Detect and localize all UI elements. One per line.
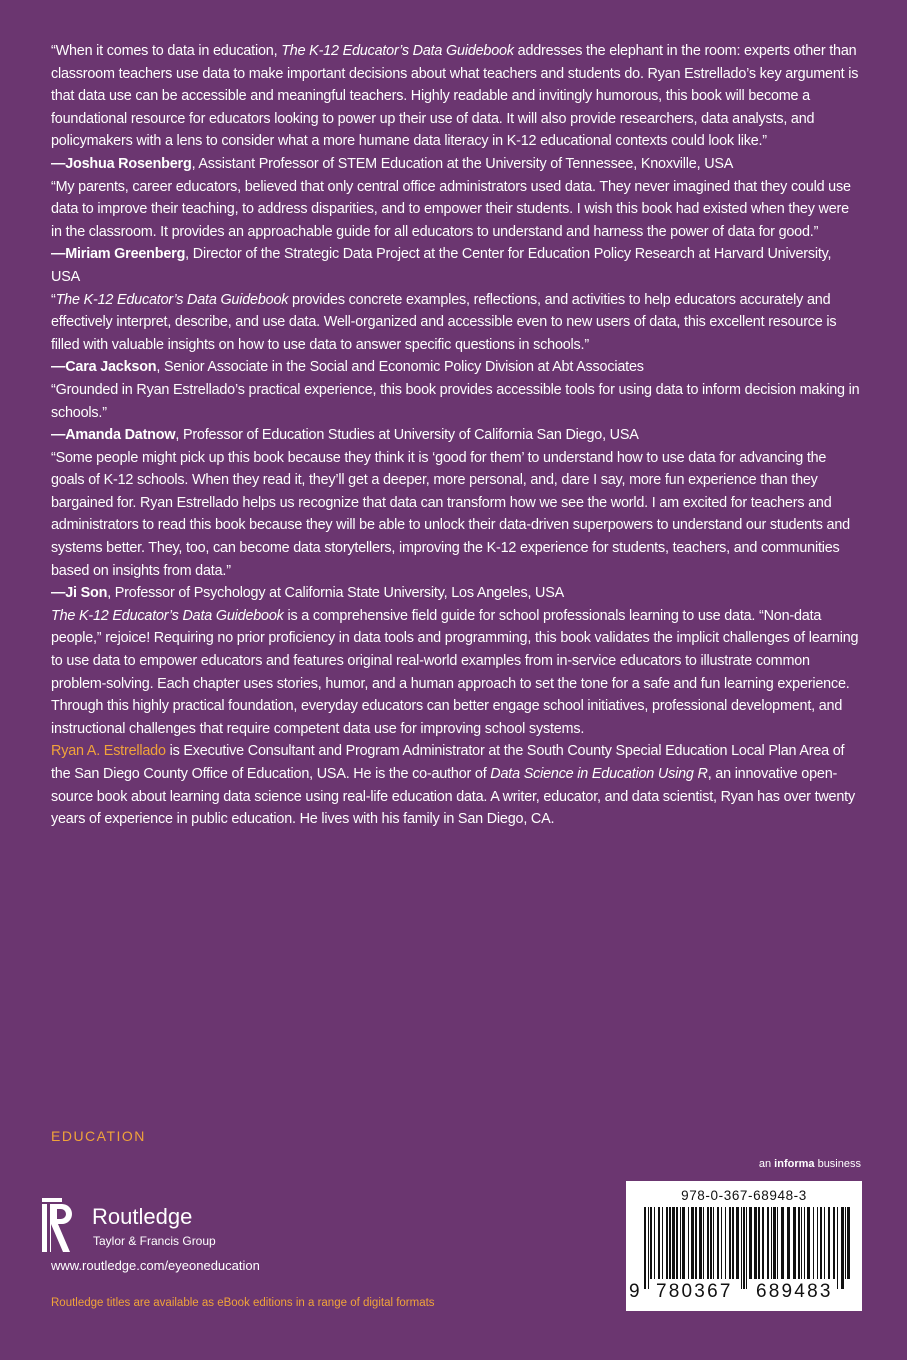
publisher-logo bbox=[40, 1196, 300, 1254]
barcode-bar bbox=[777, 1207, 778, 1279]
barcode-bar bbox=[654, 1207, 655, 1279]
author-name: Ryan A. Estrellado bbox=[51, 743, 166, 760]
endorser-name: Cara Jackson bbox=[65, 359, 157, 376]
barcode-bar bbox=[801, 1207, 802, 1279]
barcode-bar bbox=[732, 1207, 734, 1279]
isbn-group-1: 780367 bbox=[656, 1281, 733, 1302]
endorser-role: , Director of the Strategic Data Project at the Center for Education Policy Research at Harvard University, USA bbox=[51, 246, 832, 285]
barcode-bar bbox=[767, 1207, 769, 1279]
informa-post: business bbox=[814, 1158, 861, 1170]
barcode-bars bbox=[644, 1207, 850, 1289]
barcode-bar bbox=[787, 1207, 790, 1279]
barcode-bar bbox=[824, 1207, 825, 1279]
barcode-bar bbox=[813, 1207, 814, 1279]
endorsement-quote-continued: provides concrete examples, reflections, and activities to help educators accurately and effectively interpret, describe, and use data. Well-organized and accessible even to new users of data, this excellent resource is filled with valuable insights on how to use data to answer specific questions in schools.” bbox=[51, 291, 837, 353]
endorser-name: Amanda Datnow bbox=[65, 427, 176, 444]
barcode-bar bbox=[749, 1207, 752, 1279]
barcode-bar bbox=[833, 1207, 835, 1279]
endorsement bbox=[51, 289, 863, 379]
endorsement-dash: — bbox=[51, 585, 66, 602]
barcode-bar bbox=[820, 1207, 822, 1279]
isbn-text: 978-0-367-68948-3 bbox=[681, 1188, 807, 1203]
barcode-bar bbox=[695, 1207, 697, 1279]
book-title: The K-12 Educator’s Data Guidebook bbox=[51, 607, 284, 624]
barcode-bar bbox=[741, 1207, 742, 1289]
barcode-bar bbox=[725, 1207, 726, 1279]
barcode-bar bbox=[721, 1207, 722, 1279]
barcode-bar bbox=[713, 1207, 714, 1279]
barcode-bar bbox=[710, 1207, 712, 1279]
barcode-bar bbox=[837, 1207, 838, 1289]
barcode-bar bbox=[691, 1207, 694, 1279]
endorsement-quote: “ bbox=[51, 291, 56, 308]
endorsement-quote: “My parents, career educators, believed that only central office administrators used data. They never imagined that they could use data to improve their teaching, to address disparities, and to empower their students. I wish this book had existed when they were in the classroom. It provides an approachable guide for all educators to understand and harness the power of data for good.” bbox=[51, 178, 851, 240]
endorser-name: Ji Son bbox=[65, 585, 108, 602]
informa-tagline bbox=[759, 1158, 861, 1170]
endorser-role: , Professor of Education Studies at University of California San Diego, USA bbox=[175, 427, 639, 444]
barcode-bar bbox=[817, 1207, 818, 1279]
barcode-bar bbox=[703, 1207, 704, 1279]
barcode-bar bbox=[804, 1207, 805, 1279]
publisher-url[interactable]: www.routledge.com/eyeoneducation bbox=[51, 1258, 260, 1273]
barcode-bar bbox=[662, 1207, 663, 1279]
endorsements bbox=[51, 40, 863, 605]
endorser-role: , Senior Associate in the Social and Economic Policy Division at Abt Associates bbox=[156, 359, 644, 376]
back-cover-text bbox=[51, 40, 863, 831]
barcode-bar bbox=[845, 1207, 846, 1279]
informa-brand: informa bbox=[774, 1158, 815, 1170]
barcode-bar bbox=[707, 1207, 709, 1279]
publisher-group: Taylor & Francis Group bbox=[93, 1234, 216, 1248]
barcode-bar bbox=[699, 1207, 702, 1279]
barcode-bar bbox=[746, 1207, 747, 1289]
book-description bbox=[51, 605, 863, 741]
barcode-bar bbox=[669, 1207, 671, 1279]
endorsement bbox=[51, 379, 863, 447]
author-bio-text-pre: is Executive Consultant and Program Administrator at the South County Special Education Local Plan Area of the San Diego County Office of Education, USA. He is the co-author of bbox=[51, 743, 845, 782]
barcode-bar bbox=[828, 1207, 830, 1279]
barcode-bar bbox=[666, 1207, 668, 1279]
description-text: is a comprehensive field guide for school professionals learning to use data. “Non-data people,” rejoice! Requiring no prior proficiency in data tools and programming, this book validates the implicit challenges of learning to use data to empower educators and features original real-world examples from in-service educators to illustrate common problem-solving. Each chapter uses stories, humor, and a human approach to set the tone for a safe and fun learning experience. Through this highly practical foundation, everyday educators can better engage school initiatives, professional development, and instructional challenges that require competent data use for improving school systems. bbox=[51, 607, 859, 737]
endorser-name: Joshua Rosenberg bbox=[65, 155, 192, 172]
endorsement-book-title: The K-12 Educator’s Data Guidebook bbox=[281, 43, 514, 59]
author-bio-text-post: , an innovative open-source book about learning data science using real-life education data. A writer, educator, and data scientist, Ryan has over twenty years of experience in public education. He lives with his family in San Diego, CA. bbox=[51, 766, 855, 828]
endorsement-dash: — bbox=[51, 359, 66, 376]
barcode-bar bbox=[650, 1207, 652, 1279]
endorsement-quote: “Some people might pick up this book because they think it is ‘good for them’ to understand how to use data for advancing the goals of K-12 schools. When they read it, they’ll get a deeper, more personal, and, dare I say, more fun experience than they bargained for. Ryan Estrellado helps us recognize that data can transform how we see the world. I am excited for teachers and administrators to read this book because they will be able to unlock their data-driven superpowers to understand our students and systems better. They, too, can become data storytellers, improving the K-12 experience for students, teachers, and communities based on insights from data.” bbox=[51, 449, 850, 579]
barcode-bar bbox=[676, 1207, 678, 1279]
endorsement-dash: — bbox=[51, 155, 66, 172]
barcode-bar bbox=[771, 1207, 772, 1279]
barcode-bar bbox=[682, 1207, 685, 1279]
endorsement-dash: — bbox=[51, 427, 66, 444]
barcode-bar bbox=[717, 1207, 719, 1279]
endorsement-quote: “Grounded in Ryan Estrellado’s practical experience, this book provides accessible tools for using data to inform decision making in schools.” bbox=[51, 381, 860, 421]
endorsement bbox=[51, 40, 863, 176]
barcode-bar bbox=[680, 1207, 681, 1279]
isbn-barcode bbox=[626, 1181, 862, 1311]
barcode-bar bbox=[648, 1207, 649, 1289]
routledge-r-icon bbox=[40, 1196, 82, 1254]
barcode-bar bbox=[743, 1207, 745, 1289]
barcode-bar bbox=[781, 1207, 784, 1279]
endorsement-quote: “When it comes to data in education, bbox=[51, 43, 282, 59]
barcode-bar bbox=[658, 1207, 660, 1279]
informa-pre: an bbox=[758, 1158, 775, 1170]
barcode-bar bbox=[688, 1207, 689, 1279]
barcode-graphic bbox=[644, 1207, 850, 1289]
endorser-role: , Professor of Psychology at California State University, Los Angeles, USA bbox=[107, 585, 565, 602]
barcode-bar bbox=[758, 1207, 760, 1279]
barcode-bar bbox=[807, 1207, 810, 1279]
barcode-bar bbox=[672, 1207, 675, 1279]
endorser-name: Miriam Greenberg bbox=[65, 246, 186, 263]
author-bio bbox=[51, 740, 863, 830]
endorsement-dash: — bbox=[51, 246, 66, 263]
barcode-bar bbox=[798, 1207, 800, 1279]
barcode-bar bbox=[793, 1207, 796, 1279]
endorsement-quote-continued: addresses the elephant in the room: experts other than classroom teachers use data to make important decisions about what teachers and students do. Ryan Estrellado’s key argument is that data use can be accessible and meaningful teachers. Highly readable and invitingly humorous, this book will become a foundational resource for educators looking to power up their use of data. It will also provide researchers, data analysts, and policymakers with a lens to consider what a more humane data literacy in K-12 educational contexts could look like.” bbox=[51, 43, 859, 150]
endorsement bbox=[51, 176, 863, 289]
barcode-bar bbox=[754, 1207, 757, 1279]
barcode-bar bbox=[773, 1207, 776, 1279]
barcode-bar bbox=[847, 1207, 850, 1279]
barcode-bar bbox=[736, 1207, 739, 1279]
category-label: EDUCATION bbox=[51, 1128, 146, 1144]
publisher-name: Routledge bbox=[92, 1204, 193, 1229]
endorsement bbox=[51, 447, 863, 605]
ebook-note: Routledge titles are available as eBook editions in a range of digital formats bbox=[51, 1297, 435, 1309]
barcode-bar bbox=[841, 1207, 844, 1289]
coauthored-book-title: Data Science in Education Using R bbox=[490, 766, 708, 782]
endorser-role: , Assistant Professor of STEM Education at the University of Tennessee, Knoxville, USA bbox=[191, 155, 734, 172]
barcode-bar bbox=[729, 1207, 731, 1279]
isbn-group-2: 689483 bbox=[756, 1281, 833, 1302]
barcode-bar bbox=[762, 1207, 764, 1279]
endorsement-book-title: The K-12 Educator’s Data Guidebook bbox=[55, 291, 289, 308]
isbn-lead-digit: 9 bbox=[629, 1281, 642, 1302]
barcode-bar bbox=[644, 1207, 646, 1289]
